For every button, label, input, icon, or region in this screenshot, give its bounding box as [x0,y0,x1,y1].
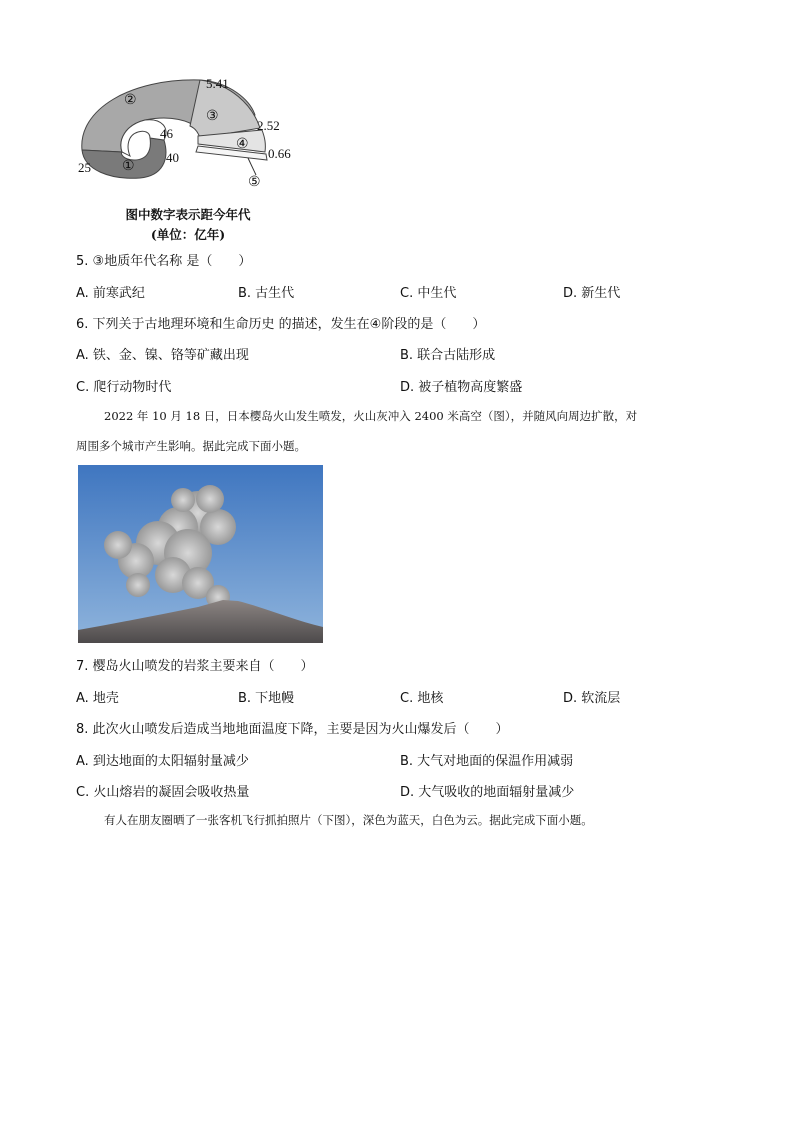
q8-option-b: B. 大气对地面的保温作用减弱 [400,754,574,769]
q5-option-a: A. 前寒武纪 [76,286,145,301]
question-5-stem: 5. ③地质年代名称 是（ ） [76,254,252,269]
passage-1-line-2: 周围多个城市产生影响。据此完成下面小题。 [76,439,306,453]
label-252: 2.52 [257,118,280,133]
label-541: 5.41 [206,76,229,91]
passage-1-line-1: 2022 年 10 月 18 日，日本樱岛火山发生喷发，火山灰冲入 2400 米高空（图），并随风向周边扩散，对 [104,409,638,423]
q6-option-a: A. 铁、金、镍、铬等矿藏出现 [76,348,249,363]
q7-option-d: D. 软流层 [563,691,621,706]
question-6-stem: 6. 下列关于古地理环境和生命历史 的描述，发生在④阶段的是（ ） [76,317,486,332]
diagram-caption-line1: 图中数字表示距今年代 [125,207,251,222]
label-40: 40 [166,150,179,165]
label-066: 0.66 [268,146,291,161]
q5-option-c: C. 中生代 [400,286,457,301]
q8-option-a: A. 到达地面的太阳辐射量减少 [76,754,249,769]
era-3-label: ③ [206,109,219,124]
geologic-time-diagram [70,70,310,200]
q6-option-c: C. 爬行动物时代 [76,380,172,395]
q8-option-c: C. 火山熔岩的凝固会吸收热量 [76,785,250,800]
era-1-label: ① [122,159,135,174]
q7-option-c: C. 地核 [400,691,444,706]
q5-option-b: B. 古生代 [238,286,295,301]
q5-option-d: D. 新生代 [563,286,621,301]
question-7-stem: 7. 樱岛火山喷发的岩浆主要来自（ ） [76,659,314,674]
volcano-photo [78,465,323,643]
q7-option-a: A. 地壳 [76,691,119,706]
label-25: 25 [78,160,91,175]
q8-option-d: D. 大气吸收的地面辐射量减少 [400,785,575,800]
passage-2-line-1: 有人在朋友圈晒了一张客机飞行抓拍照片（下图），深色为蓝天，白色为云。据此完成下面小题。 [104,813,593,827]
question-8-stem: 8. 此次火山喷发后造成当地地面温度下降，主要是因为火山爆发后（ ） [76,722,509,737]
era-5-label: ⑤ [248,175,261,190]
q7-option-b: B. 下地幔 [238,691,295,706]
q6-option-b: B. 联合古陆形成 [400,348,496,363]
era-5-pointer [248,158,256,175]
diagram-caption-line2: (单位：亿年) [150,227,226,242]
spiral-chart [70,70,310,200]
era-4-label: ④ [236,137,249,152]
q6-option-d: D. 被子植物高度繁盛 [400,380,523,395]
era-2-label: ② [124,93,137,108]
label-46: 46 [160,126,173,141]
